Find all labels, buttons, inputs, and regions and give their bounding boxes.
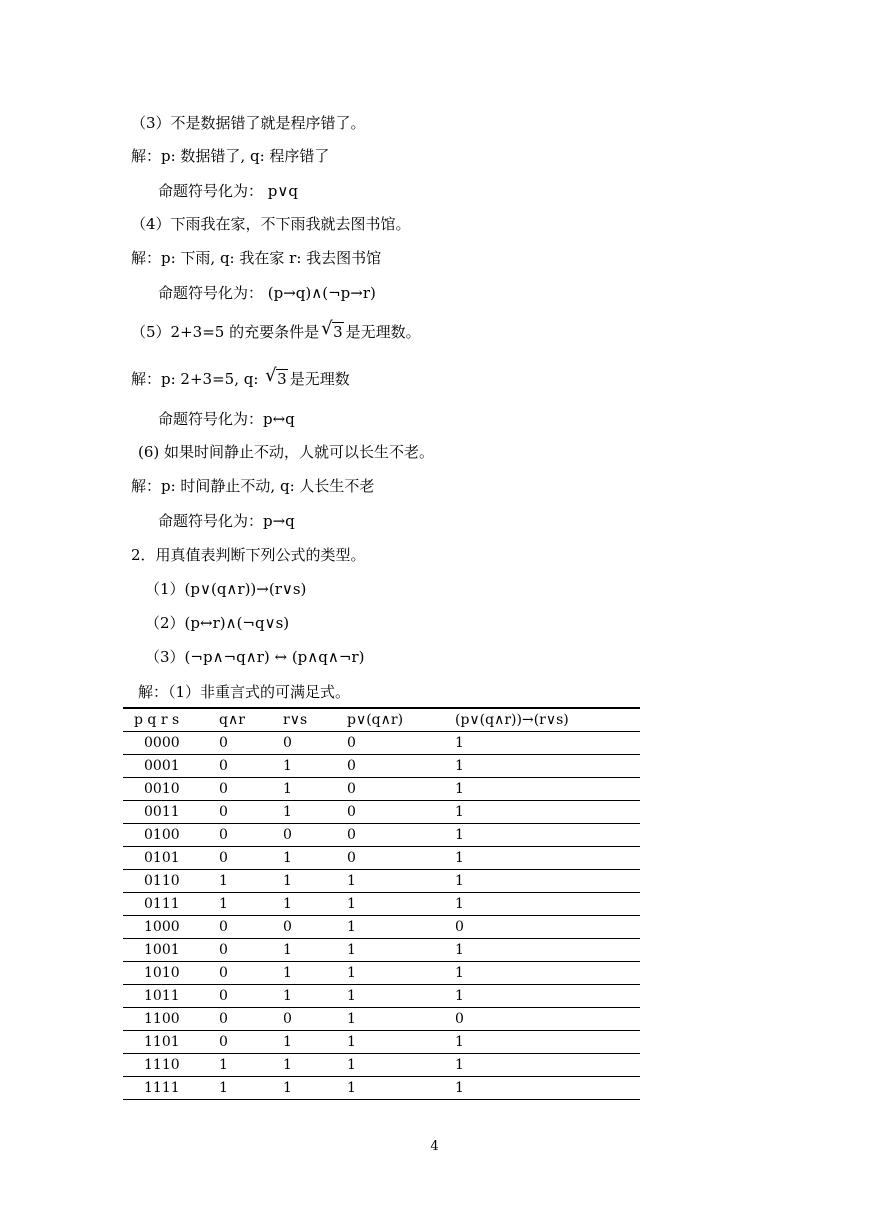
cell-q-and-r: 1 (219, 1054, 283, 1077)
section-2-heading: 2．用真值表判断下列公式的类型。 (131, 546, 366, 564)
table-row (123, 1054, 640, 1077)
cell-p-or-qr: 1 (347, 1077, 455, 1100)
table-row (123, 732, 640, 755)
problem-4-solution: 解：p: 下雨, q: 我在家 r: 我去图书馆 (131, 249, 382, 267)
formula-1: （1）(p∨(q∧r))→(r∨s) (145, 580, 307, 598)
cell-implication: 1 (455, 801, 640, 824)
cell-q-and-r: 1 (219, 1077, 283, 1100)
table-header-row (123, 708, 640, 732)
cell-r-or-s: 1 (283, 1031, 347, 1054)
cell-assignment: 1110 (123, 1054, 219, 1077)
cell-implication: 0 (455, 1008, 640, 1031)
table-row (123, 847, 640, 870)
cell-assignment: 0100 (123, 824, 219, 847)
problem-4-formalization: 命题符号化为： (p→q)∧(¬p→r) (158, 284, 376, 302)
cell-r-or-s: 1 (283, 870, 347, 893)
cell-q-and-r: 0 (219, 755, 283, 778)
cell-q-and-r: 0 (219, 1031, 283, 1054)
cell-p-or-qr: 1 (347, 962, 455, 985)
cell-p-or-qr: 0 (347, 801, 455, 824)
table-row (123, 1031, 640, 1054)
cell-implication: 1 (455, 755, 640, 778)
cell-p-or-qr: 1 (347, 916, 455, 939)
cell-q-and-r: 0 (219, 939, 283, 962)
problem-5-solution-b: 是无理数 (289, 370, 350, 388)
table-row (123, 870, 640, 893)
cell-p-or-qr: 1 (347, 1054, 455, 1077)
cell-assignment: 0101 (123, 847, 219, 870)
cell-r-or-s: 0 (283, 732, 347, 755)
header-q-and-r: q∧r (219, 708, 283, 732)
page-number: 4 (430, 1139, 439, 1154)
cell-q-and-r: 0 (219, 985, 283, 1008)
cell-q-and-r: 0 (219, 824, 283, 847)
cell-q-and-r: 0 (219, 962, 283, 985)
cell-r-or-s: 1 (283, 1077, 347, 1100)
formula-2: （2）(p↔r)∧(¬q∨s) (145, 614, 290, 632)
cell-implication: 1 (455, 847, 640, 870)
problem-4-statement: （4）下雨我在家，不下雨我就去图书馆。 (131, 215, 411, 233)
cell-r-or-s: 0 (283, 916, 347, 939)
cell-q-and-r: 1 (219, 870, 283, 893)
solution-1-heading: 解：（1）非重言式的可满足式。 (138, 683, 351, 701)
table-row (123, 824, 640, 847)
cell-assignment: 0111 (123, 893, 219, 916)
cell-p-or-qr: 1 (347, 985, 455, 1008)
cell-p-or-qr: 1 (347, 1031, 455, 1054)
header-r-or-s: r∨s (283, 708, 347, 732)
problem-5-text-a: （5）2+3=5 的充要条件是 (131, 323, 320, 341)
cell-r-or-s: 1 (283, 893, 347, 916)
cell-r-or-s: 1 (283, 801, 347, 824)
cell-implication: 1 (455, 985, 640, 1008)
problem-6-formalization: 命题符号化为：p→q (158, 512, 295, 530)
table-row (123, 801, 640, 824)
cell-assignment: 0010 (123, 778, 219, 801)
cell-implication: 1 (455, 1054, 640, 1077)
table-row (123, 916, 640, 939)
table-row (123, 985, 640, 1008)
cell-implication: 0 (455, 916, 640, 939)
truth-table (123, 707, 640, 1100)
cell-r-or-s: 1 (283, 985, 347, 1008)
cell-implication: 1 (455, 939, 640, 962)
cell-assignment: 1000 (123, 916, 219, 939)
cell-r-or-s: 0 (283, 824, 347, 847)
formula-3: （3）(¬p∧¬q∧r) ↔ (p∧q∧¬r) (145, 648, 365, 666)
table-row (123, 939, 640, 962)
cell-assignment: 0110 (123, 870, 219, 893)
cell-r-or-s: 1 (283, 962, 347, 985)
cell-assignment: 0000 (123, 732, 219, 755)
header-p-or-qr: p∨(q∧r) (347, 708, 455, 732)
cell-r-or-s: 1 (283, 755, 347, 778)
sqrt-radicand: 3 (277, 370, 287, 388)
header-pqrs: p q r s (123, 708, 219, 732)
table-row (123, 893, 640, 916)
cell-p-or-qr: 0 (347, 732, 455, 755)
cell-r-or-s: 1 (283, 939, 347, 962)
cell-p-or-qr: 0 (347, 755, 455, 778)
cell-q-and-r: 0 (219, 801, 283, 824)
sqrt-symbol: √ 3 (321, 318, 343, 341)
cell-p-or-qr: 0 (347, 847, 455, 870)
problem-3-statement: （3）不是数据错了就是程序错了。 (131, 114, 366, 132)
table-row (123, 778, 640, 801)
cell-r-or-s: 1 (283, 847, 347, 870)
cell-assignment: 0011 (123, 801, 219, 824)
cell-q-and-r: 0 (219, 847, 283, 870)
table-row (123, 1077, 640, 1100)
problem-6-solution: 解：p: 时间静止不动, q: 人长生不老 (131, 477, 375, 495)
cell-r-or-s: 1 (283, 778, 347, 801)
table-row (123, 1008, 640, 1031)
cell-implication: 1 (455, 824, 640, 847)
problem-5-statement (131, 318, 421, 342)
cell-q-and-r: 0 (219, 916, 283, 939)
cell-implication: 1 (455, 870, 640, 893)
table-row (123, 755, 640, 778)
cell-assignment: 1011 (123, 985, 219, 1008)
cell-r-or-s: 1 (283, 1054, 347, 1077)
cell-implication: 1 (455, 893, 640, 916)
cell-p-or-qr: 1 (347, 939, 455, 962)
cell-q-and-r: 0 (219, 732, 283, 755)
cell-p-or-qr: 0 (347, 824, 455, 847)
cell-q-and-r: 0 (219, 1008, 283, 1031)
problem-5-solution-a: 解：p: 2+3=5, q: (131, 370, 259, 388)
cell-p-or-qr: 1 (347, 893, 455, 916)
problem-5-text-b: 是无理数。 (345, 323, 421, 341)
problem-3-solution: 解：p: 数据错了, q: 程序错了 (131, 147, 330, 165)
cell-implication: 1 (455, 962, 640, 985)
sqrt-symbol: √ 3 (265, 365, 287, 388)
cell-assignment: 0001 (123, 755, 219, 778)
cell-implication: 1 (455, 732, 640, 755)
cell-assignment: 1111 (123, 1077, 219, 1100)
problem-5-formalization: 命题符号化为：p↔q (158, 410, 295, 428)
sqrt-radicand: 3 (333, 323, 343, 341)
cell-assignment: 1001 (123, 939, 219, 962)
cell-implication: 1 (455, 778, 640, 801)
table-row (123, 962, 640, 985)
cell-assignment: 1101 (123, 1031, 219, 1054)
cell-p-or-qr: 1 (347, 870, 455, 893)
problem-6-statement: (6) 如果时间静止不动，人就可以长生不老。 (138, 443, 435, 461)
cell-p-or-qr: 1 (347, 1008, 455, 1031)
problem-3-formalization: 命题符号化为： p∨q (158, 182, 298, 200)
problem-5-solution (131, 365, 350, 389)
cell-q-and-r: 1 (219, 893, 283, 916)
cell-implication: 1 (455, 1077, 640, 1100)
cell-assignment: 1010 (123, 962, 219, 985)
cell-assignment: 1100 (123, 1008, 219, 1031)
cell-implication: 1 (455, 1031, 640, 1054)
header-implication: (p∨(q∧r))→(r∨s) (455, 708, 640, 732)
cell-p-or-qr: 0 (347, 778, 455, 801)
cell-q-and-r: 0 (219, 778, 283, 801)
cell-r-or-s: 0 (283, 1008, 347, 1031)
